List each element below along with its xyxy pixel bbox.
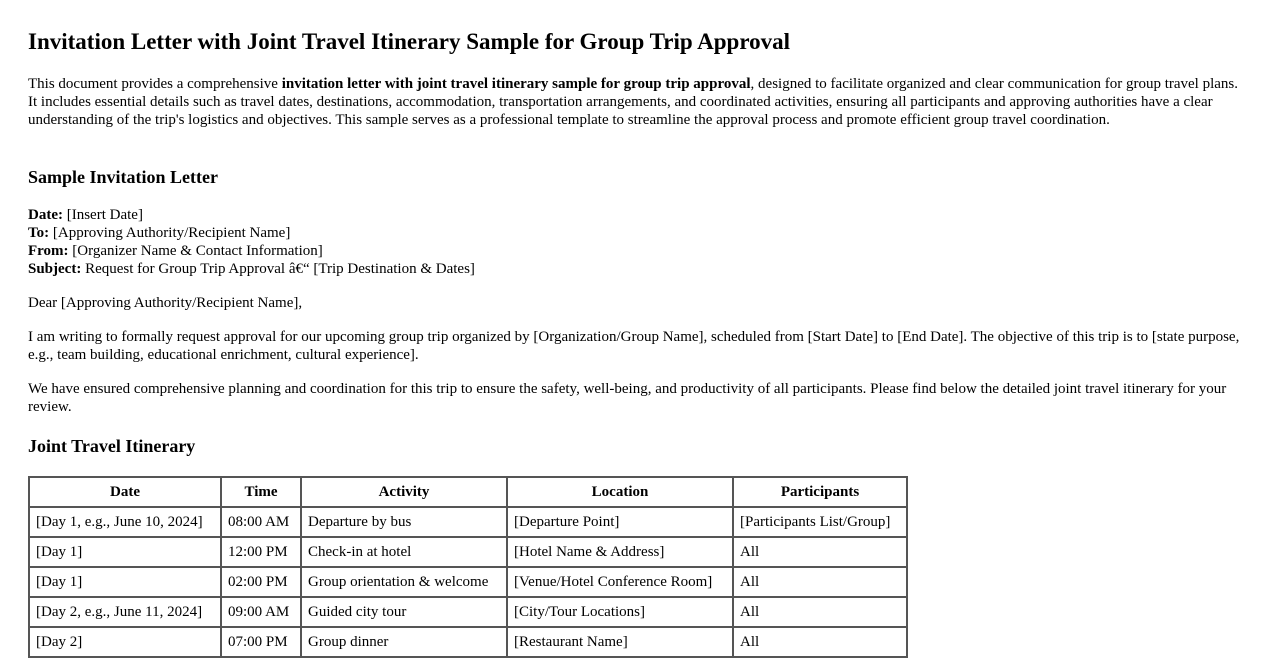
cell-location: [Departure Point]	[507, 507, 733, 537]
letter-paragraph-2: We have ensured comprehensive planning and coordination for this trip to ensure the safety, well-being, and productivity of all participants. Please find below the detailed joint travel itinerary for your review.	[28, 381, 1227, 415]
meta-from-label: From:	[28, 243, 69, 259]
cell-date: [Day 2, e.g., June 11, 2024]	[29, 597, 221, 627]
cell-activity: Group dinner	[301, 627, 507, 657]
cell-date: [Day 1, e.g., June 10, 2024]	[29, 507, 221, 537]
column-header-date: Date	[29, 477, 221, 507]
table-row	[29, 567, 907, 597]
column-header-location: Location	[507, 477, 733, 507]
table-header-row	[29, 477, 907, 507]
cell-time: 07:00 PM	[221, 627, 301, 657]
column-header-participants: Participants	[733, 477, 907, 507]
intro-text-end: , designed to facilitate organized and clear communication for group travel plans. It includes essential details such as travel dates, destinations, accommodation, transportation arrangements, and coordinated activities, ensuring all participants and approving authorities have a clear understanding of the trip's logistics and objectives. This sample serves as a professional template to streamline the approval process and promote efficient group travel coordination.	[28, 76, 1239, 128]
meta-date-value: [Insert Date]	[62, 207, 143, 223]
cell-date: [Day 1]	[29, 567, 221, 597]
cell-location: [City/Tour Locations]	[507, 597, 733, 627]
meta-to-label: To:	[28, 225, 50, 241]
cell-activity: Departure by bus	[301, 507, 507, 537]
meta-date	[28, 206, 475, 224]
cell-date: [Day 2]	[29, 627, 221, 657]
cell-time: 08:00 AM	[221, 507, 301, 537]
cell-participants: All	[733, 567, 907, 597]
meta-subject	[28, 260, 475, 278]
intro-text-bold: invitation letter with joint travel itinerary sample for group trip approval	[281, 76, 751, 92]
cell-activity: Check-in at hotel	[301, 537, 507, 567]
meta-from	[28, 242, 475, 260]
cell-date: [Day 1]	[29, 537, 221, 567]
itinerary-table	[28, 476, 908, 658]
cell-participants: All	[733, 627, 907, 657]
intro-text-start: This document provides a comprehensive	[28, 76, 282, 92]
cell-activity: Guided city tour	[301, 597, 507, 627]
letter-paragraph-1: I am writing to formally request approval for our upcoming group trip organized by [Organization/Group Name], scheduled from [Start Date] to [End Date]. The objective of this trip is to [state purpose, e.g., team building, educational enrichment, cultural experience].	[28, 329, 1240, 363]
page-title: Invitation Letter with Joint Travel Itinerary Sample for Group Trip Approval	[28, 29, 791, 54]
meta-to	[28, 224, 475, 242]
letter-greeting: Dear [Approving Authority/Recipient Name],	[28, 295, 303, 311]
meta-subject-label: Subject:	[28, 261, 82, 277]
column-header-activity: Activity	[301, 477, 507, 507]
cell-participants: [Participants List/Group]	[733, 507, 907, 537]
cell-participants: All	[733, 537, 907, 567]
meta-from-value: [Organizer Name & Contact Information]	[68, 243, 323, 259]
cell-time: 09:00 AM	[221, 597, 301, 627]
letter-heading: Sample Invitation Letter	[28, 167, 218, 187]
table-row	[29, 627, 907, 657]
letter-meta	[28, 206, 475, 278]
itinerary-heading: Joint Travel Itinerary	[28, 436, 196, 456]
table-row	[29, 537, 907, 567]
meta-date-label: Date:	[28, 207, 63, 223]
cell-time: 12:00 PM	[221, 537, 301, 567]
table-row	[29, 597, 907, 627]
cell-time: 02:00 PM	[221, 567, 301, 597]
cell-location: [Restaurant Name]	[507, 627, 733, 657]
cell-activity: Group orientation & welcome	[301, 567, 507, 597]
cell-location: [Venue/Hotel Conference Room]	[507, 567, 733, 597]
table-row	[29, 507, 907, 537]
cell-participants: All	[733, 597, 907, 627]
meta-subject-value: Request for Group Trip Approval â€“ [Trip Destination & Dates]	[81, 261, 475, 277]
meta-to-value: [Approving Authority/Recipient Name]	[49, 225, 291, 241]
column-header-time: Time	[221, 477, 301, 507]
intro-paragraph	[28, 75, 1250, 129]
cell-location: [Hotel Name & Address]	[507, 537, 733, 567]
